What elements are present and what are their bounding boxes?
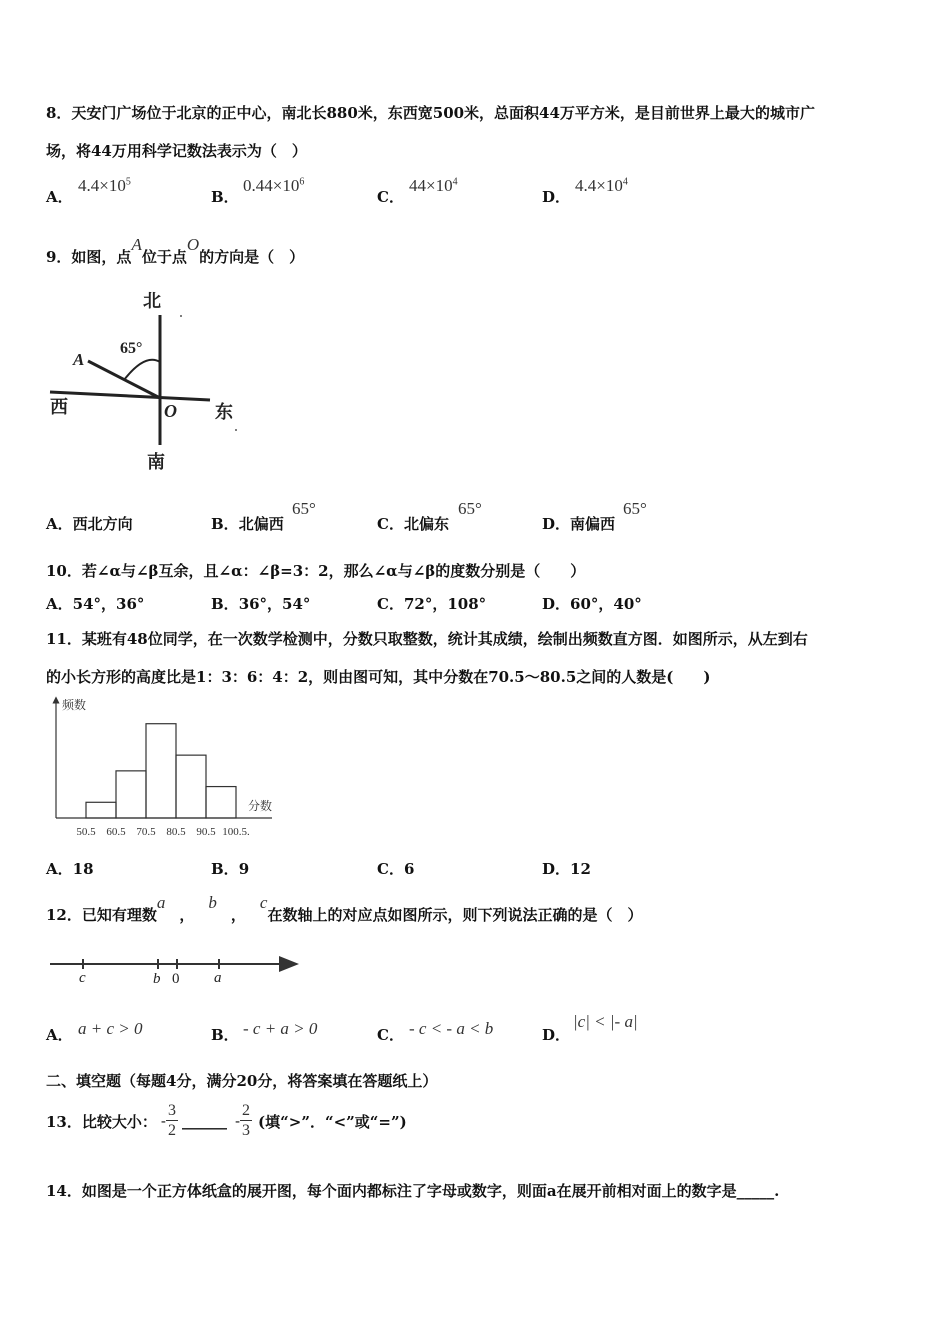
histogram-bar-2 xyxy=(116,771,146,818)
q8-option-b-value: $0.44\times 10^6$ xyxy=(243,176,305,195)
south-label: 南 xyxy=(147,452,165,472)
q9-option-d-angle: 65° xyxy=(623,499,647,518)
option-label: B． xyxy=(211,188,239,206)
option-label: C． xyxy=(377,188,404,206)
q8-option-a[interactable] xyxy=(46,186,73,207)
q11-option-d[interactable]: D．12 xyxy=(542,860,591,878)
x-tick-label: 50.5 xyxy=(76,826,96,838)
q10-option-c[interactable]: C．72°，108° xyxy=(377,595,487,613)
label-c: c xyxy=(79,970,86,986)
x-tick-label: 80.5 xyxy=(166,826,186,838)
q11-option-a[interactable]: A．18 xyxy=(46,860,94,878)
q11-option-c[interactable]: C．6 xyxy=(377,860,415,878)
q9-option-c-angle: 65° xyxy=(458,499,482,518)
q9-option-b[interactable]: B．北偏西 xyxy=(211,515,284,533)
q8-option-b[interactable] xyxy=(211,186,239,207)
number-line xyxy=(45,948,305,990)
q8-option-c-value: $44\times 10^4$ xyxy=(409,176,458,195)
point-o-symbol: O xyxy=(186,235,200,254)
north-label: 北 xyxy=(143,291,161,311)
q12-option-d[interactable]: D． xyxy=(542,1026,571,1044)
point-a-label: A xyxy=(73,350,85,369)
label-a: a xyxy=(214,970,222,986)
angle-arc xyxy=(124,360,160,380)
q11-line2: 的小长方形的高度比是1：3：6：4：2，则由图可知，其中分数在70.5～80.5之间的人数是( ) xyxy=(46,668,711,686)
histogram-bar-5 xyxy=(206,787,236,818)
q8-option-d-value: $4.4\times 10^4$ xyxy=(575,176,628,195)
q9-option-d[interactable]: D．南偏西 xyxy=(542,515,616,533)
q8-line2: 场，将44万用科学记数法表示为（ ） xyxy=(46,142,307,160)
q10-option-b[interactable]: B．36°，54° xyxy=(211,595,311,613)
var-c: c xyxy=(259,893,268,912)
section-2-heading: 二、填空题（每题4分，满分20分，将答案填在答题纸上） xyxy=(46,1072,438,1090)
q14-question: 14．如图是一个正方体纸盒的展开图，每个面内都标注了字母或数字，则面a在展开前相对面上的数字是_____. xyxy=(46,1182,780,1200)
histogram-bar-3 xyxy=(146,724,176,818)
fraction-neg-2-3: $\frac{2}{3}$ xyxy=(242,1102,251,1139)
q12-question: 12．已知有理数a，b，c在数轴上的对应点如图所示，则下列说法正确的是（ ） xyxy=(46,893,643,924)
option-label: A． xyxy=(46,188,73,206)
q10-question: 10．若∠α与∠β互余，且∠α：∠β=3：2，那么∠α与∠β的度数分别是（ ） xyxy=(46,562,586,580)
west-east-axis xyxy=(50,392,210,400)
q10-option-a[interactable]: A．54°，36° xyxy=(46,595,145,613)
q12-option-b-expr: - c + a > 0 xyxy=(243,1019,318,1038)
q12-option-c-expr: - c < - a < b xyxy=(409,1019,494,1038)
q9-question: 9．如图，点A位于点O的方向是（ ） xyxy=(46,235,305,266)
q12-option-b[interactable]: B． xyxy=(211,1026,239,1044)
q12-option-c[interactable]: C． xyxy=(377,1026,404,1044)
angle-label: 65° xyxy=(120,340,143,357)
point-o-label: O xyxy=(164,401,177,421)
option-label: D． xyxy=(542,188,571,206)
q8-line1: 8．天安门广场位于北京的正中心，南北长880米，东西宽500米，总面积44万平方米，是目前世界上最大的城市广 xyxy=(46,104,815,122)
x-axis-label: 分数 xyxy=(248,799,273,813)
answer-blank[interactable]: ______ xyxy=(181,1112,227,1130)
var-b: b xyxy=(208,893,217,912)
label-b: b xyxy=(153,971,161,987)
q9-option-c[interactable]: C．北偏东 xyxy=(377,515,449,533)
q11-line1: 11．某班有48位同学，在一次数学检测中，分数只取整数，统计其成绩，绘制出频数直方图．如图所示，从左到右 xyxy=(46,630,808,648)
q13-question: 13．比较大小： - $\frac{3}{2}$ ______ - $\frac{2}{3}$ (填“>”．“<”或“=”) xyxy=(46,1102,407,1139)
q8-option-a-value: $4.4\times 10^5$ xyxy=(78,176,131,195)
q8-option-c[interactable] xyxy=(377,186,404,207)
east-label: 东 xyxy=(215,402,233,422)
frequency-histogram xyxy=(40,695,280,845)
compass-figure xyxy=(40,285,260,475)
histogram-bar-4 xyxy=(176,755,206,818)
q12-option-a[interactable]: A． xyxy=(46,1026,73,1044)
x-tick-label: 100.5. xyxy=(222,826,250,838)
var-a: a xyxy=(156,893,166,912)
q11-option-b[interactable]: B．9 xyxy=(211,860,250,878)
q10-option-d[interactable]: D．60°，40° xyxy=(542,595,642,613)
q8-option-d[interactable] xyxy=(542,186,570,207)
q12-option-d-expr: |c| < |- a| xyxy=(573,1012,638,1031)
q12-option-a-expr: a + c > 0 xyxy=(78,1019,143,1038)
x-tick-label: 70.5 xyxy=(136,826,156,838)
west-label: 西 xyxy=(50,397,68,417)
fraction-neg-3-2: $\frac{3}{2}$ xyxy=(167,1102,176,1139)
x-tick-label: 60.5 xyxy=(106,826,126,838)
q9-option-b-angle: 65° xyxy=(292,499,316,518)
histogram-bar-1 xyxy=(86,802,116,818)
label-zero: 0 xyxy=(172,971,180,987)
y-axis-label: 频数 xyxy=(62,698,87,712)
x-tick-label: 90.5 xyxy=(196,826,216,838)
q9-option-a[interactable]: A．西北方向 xyxy=(46,515,133,533)
point-a-symbol: A xyxy=(131,235,142,254)
